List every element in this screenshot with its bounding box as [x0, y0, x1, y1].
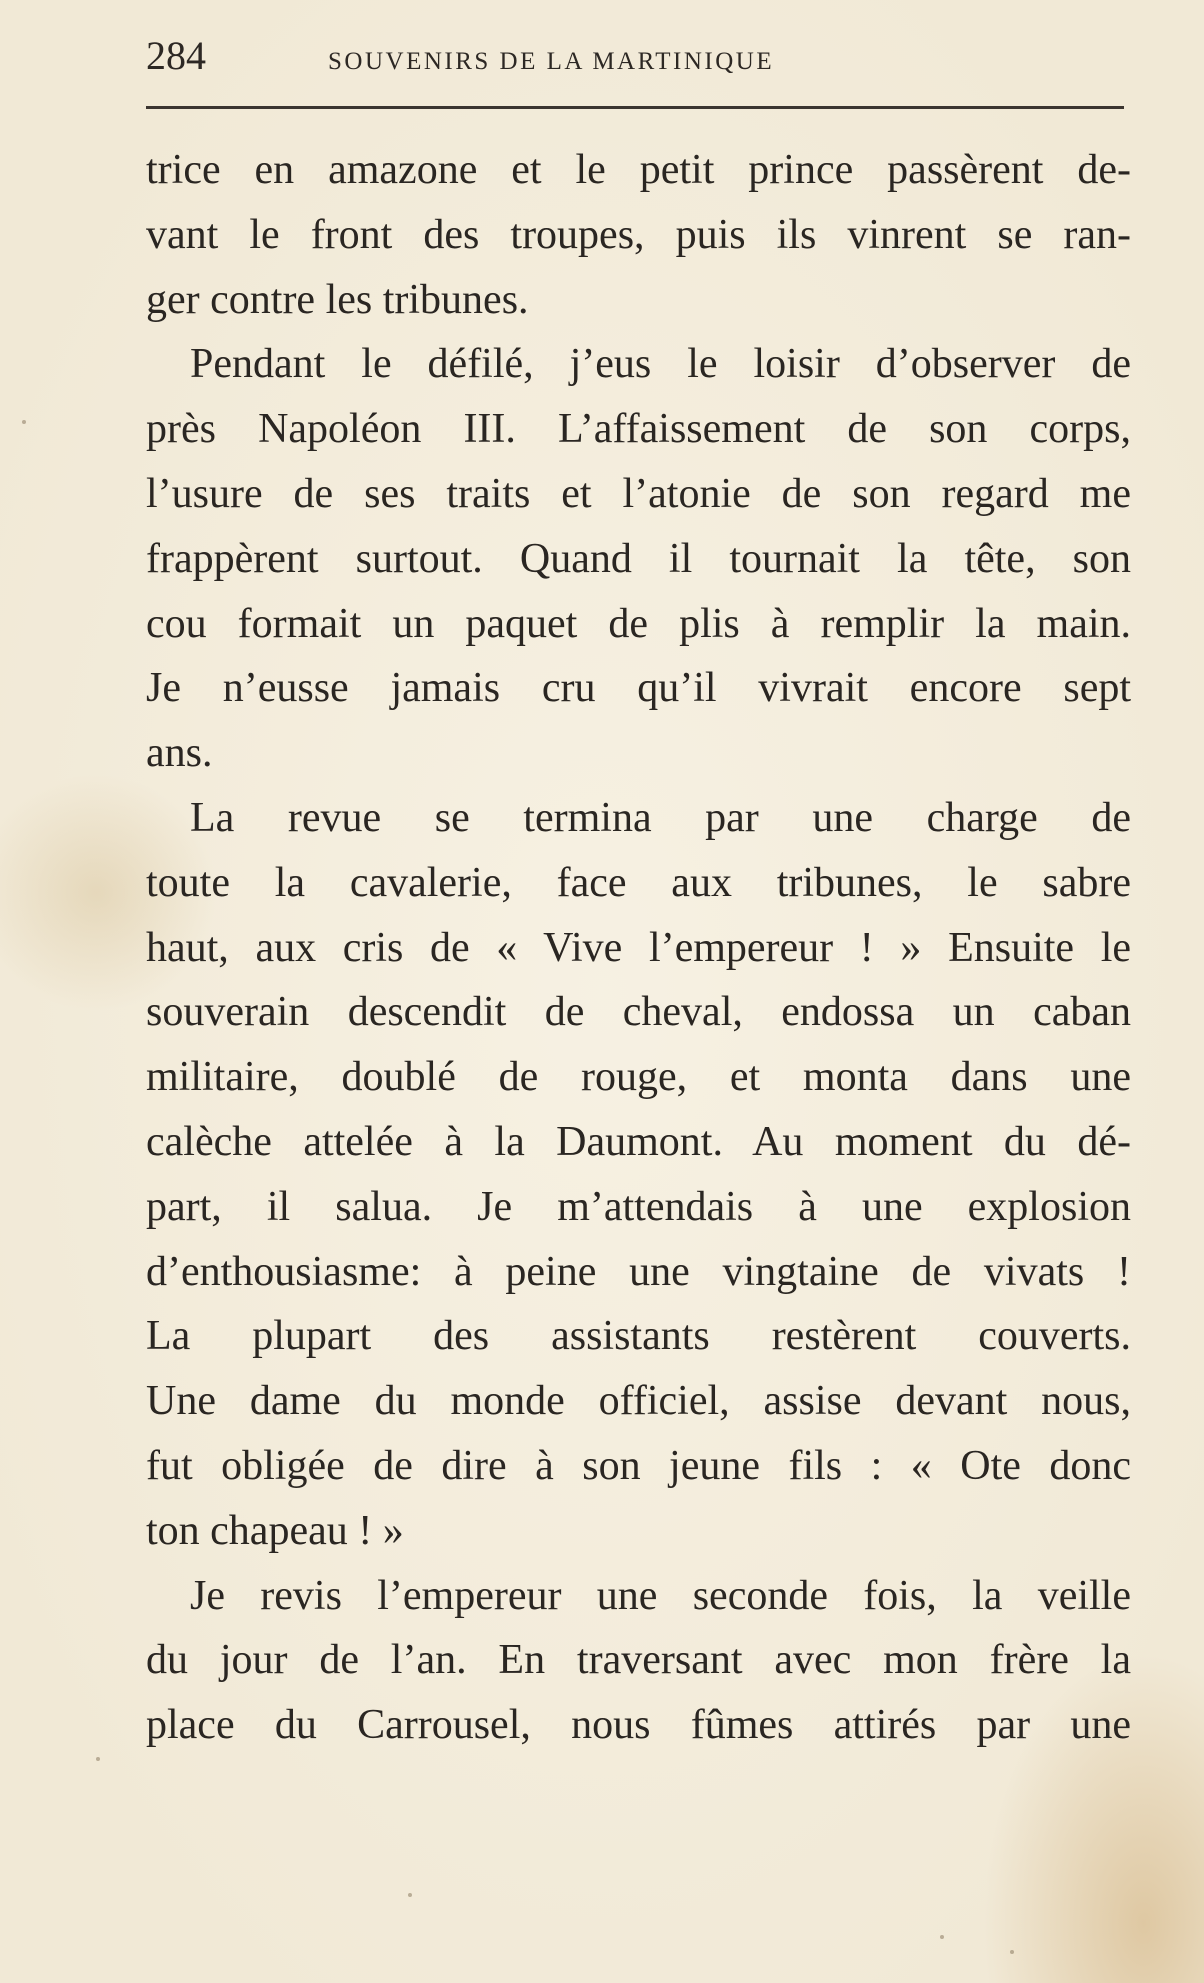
- text-line: vant le front des troupes, puis ils vinrent se ran-: [146, 211, 1131, 258]
- text-line: part, il salua. Je m’attendais à une explosion: [146, 1183, 1131, 1230]
- text-line: Je revis l’empereur une seconde fois, la veille: [190, 1572, 1131, 1619]
- text-line: La revue se termina par une charge de: [190, 794, 1131, 841]
- paper-speck: [96, 1757, 100, 1761]
- text-line: d’enthousiasme: à peine une vingtaine de vivats !: [146, 1248, 1131, 1295]
- paragraph-1: [146, 138, 1131, 332]
- text-line: cou formait un paquet de plis à remplir la main.: [146, 600, 1131, 647]
- text-line: Une dame du monde officiel, assise devant nous,: [146, 1378, 1131, 1425]
- page-number: 284: [146, 33, 206, 78]
- text-line: toute la cavalerie, face aux tribunes, le sabre: [146, 859, 1131, 906]
- text-line: calèche attelée à la Daumont. Au moment du dé-: [146, 1118, 1131, 1165]
- text-line: ger contre les tribunes.: [146, 276, 529, 323]
- text-line: Je n’eusse jamais cru qu’il vivrait encore sept: [146, 665, 1131, 712]
- text-line: militaire, doublé de rouge, et monta dans une: [146, 1054, 1131, 1101]
- text-line: place du Carrousel, nous fûmes attirés par une: [146, 1702, 1131, 1749]
- running-head: [146, 26, 1124, 86]
- paragraph-2: [146, 332, 1131, 786]
- text-line: l’usure de ses traits et l’atonie de son regard me: [146, 470, 1131, 517]
- header-rule: [146, 106, 1124, 109]
- text-line: près Napoléon III. L’affaissement de son corps,: [146, 406, 1131, 453]
- text-line: trice en amazone et le petit prince passèrent de-: [146, 147, 1131, 193]
- text-line: haut, aux cris de « Vive l’empereur ! » Ensuite le: [146, 924, 1131, 971]
- paper-speck: [22, 420, 26, 424]
- text-line: souverain descendit de cheval, endossa un caban: [146, 989, 1131, 1036]
- text-line: La plupart des assistants restèrent couverts.: [146, 1313, 1131, 1360]
- paper-speck: [408, 1893, 412, 1897]
- paragraph-4: [146, 1564, 1131, 1758]
- text-line: Pendant le défilé, j’eus le loisir d’observer de: [190, 341, 1131, 388]
- text-line: frappèrent surtout. Quand il tournait la tête, son: [146, 535, 1131, 582]
- paragraph-3: [146, 786, 1131, 1564]
- text-line: ton chapeau ! »: [146, 1507, 404, 1554]
- text-line: fut obligée de dire à son jeune fils : « Ote donc: [146, 1442, 1131, 1489]
- running-title: SOUVENIRS DE LA MARTINIQUE: [328, 48, 775, 75]
- text-line: ans.: [146, 730, 213, 777]
- body-text: [146, 138, 1131, 1758]
- paper-speck: [940, 1935, 944, 1939]
- text-line: du jour de l’an. En traversant avec mon frère la: [146, 1637, 1131, 1684]
- paper-speck: [1010, 1950, 1014, 1954]
